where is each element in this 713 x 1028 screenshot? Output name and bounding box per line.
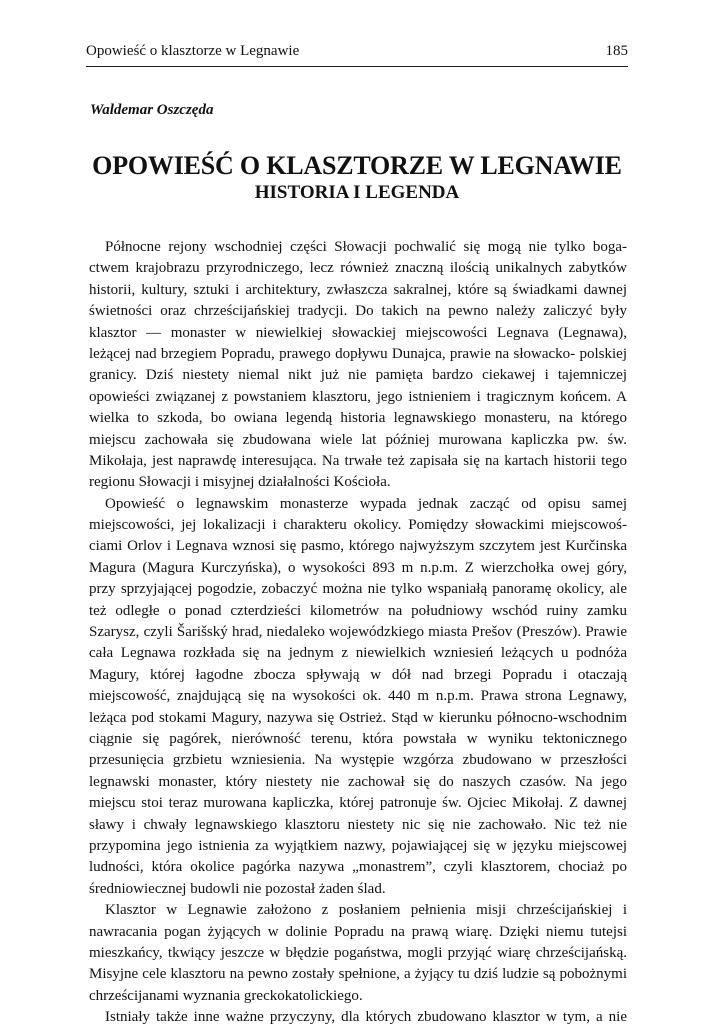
text-line: miejscu stoi teraz murowana kapliczka, której patronuje św. Ojciec Mikołaj. Z dawnej [89,795,627,812]
text-line: ciami Orlov i Legnava wznosi się pasmo, którego najwyższym szczytem jest Kurčinska [89,538,627,555]
text-line: wielka to szkoda, bo owiana legendą historia legnawskiego monasteru, na którego [89,410,627,427]
text-line: miejscowości, jej lokalizacji i charakteru okolicy. Pomiędzy słowackimi miejscowoś- [89,517,627,534]
text-line: Opowieść o legnawskim monasterze wypada jednak zacząć od opisu samej [105,495,627,512]
text-line: przesunięcia grzbietu wzniesienia. Na występie wzgórza zbudowano w przeszłości [89,752,627,769]
text-line: miejscowość, znajdującą się na wysokości ok. 440 m n.p.m. Prawa strona Legnawy, [89,688,627,705]
paragraph [89,1007,627,1028]
text-line: średniowiecznej budowli nie pozostał żaden ślad. [89,880,386,897]
text-line: miejscu zachowała się zbudowana wiele lat później murowana kapliczka pw. św. [89,431,627,448]
text-line: przy sprzyjającej pogodzie, zobaczyć można nie tylko wspaniałą panoramę okolicy, ale [89,581,627,598]
text-line: Klasztor w Legnawie założono z posłaniem pełnienia misji chrześcijańskiej i [105,902,627,919]
text-line: klasztor — monaster w niewielkiej słowackiej miejscowości Legnava (Legnawa), [89,324,627,341]
text-line: regionu Słowacji i misyjnej działalności Kościoła. [89,474,391,491]
text-line: opowieści związanej z powstaniem klasztoru, jego istnieniem i tragicznym końcem. A [89,388,627,405]
text-line: mieszkańcy, tkwiący jeszcze w błędzie pogaństwa, mogli przyjąć wiarę chrześcijańską. [89,944,627,961]
text-line: sławy i chwały legnawskiego klasztoru niestety nic się nie zachowało. Nic też nie [89,816,627,833]
text-line: Magury, której łagodne zbocza spływają w dół nad brzegi Popradu i otaczają [89,666,627,683]
text-line: cała Legnawa rozkłada się na jednym z niewielkich wzniesień leżących u podnóża [89,645,627,662]
text-line: ctwem krajobrazu przyrodniczego, lecz również znaczną ilością unikalnych zabytków [89,260,627,277]
text-line: ludności, która okolice pagórka nazywa „monastrem”, czyli klasztorem, chociaż po [89,859,627,876]
article-subtitle: HISTORIA I LEGENDA [254,182,460,203]
text-line: Magura (Magura Kurczyńska), o wysokości 893 m n.p.m. Z wierzchołka owej góry, [89,559,627,576]
paragraph [89,237,627,494]
text-line: Istniały także inne ważne przyczyny, dla których zbudowano klasztor w tym, a nie [105,1009,627,1026]
text-line: ciągnie się pagórek, nierówność terenu, która powstała w wyniku tektonicznego [89,730,627,747]
text-line: nawracania pogan żyjących w dolinie Popradu na prawą wiarę. Dzięki niemu tutejsi [89,923,627,940]
author-name: Waldemar Oszczęda [90,102,214,118]
text-line: świetności oraz chrześcijańskiej tradycji. Do takich na pewno należy zaliczyć były [89,303,627,320]
text-line: Północne rejony wschodniej części Słowacji pochwalić się mogą nie tylko boga- [105,239,627,255]
text-line: przypomina jego istnienia za wyjątkiem nazwy, pojawiającej się w języku miejscowej [89,837,627,854]
text-line: leżącej nad brzegiem Popradu, prawego dopływu Dunajca, prawie na słowacko- polskiej [89,345,627,362]
text-line: historii, kultury, sztuki i architektury, zwłaszcza sakralnej, które są świadkami dawnej [89,281,627,298]
text-line: chrześcijanami wyznania greckokatolickiego. [89,987,363,1004]
text-line: leżąca pod stokami Magury, nazywa się Ostrież. Stąd w kierunku północno-wschodnim [89,709,627,726]
text-line: granicy. Dziś niestety niemal nikt już nie pamięta bardzo ciekawej i tajemniczej [89,367,627,384]
text-line: też odległe o ponad czterdzieści kilometrów na południowy wschód ruiny zamku [89,602,627,619]
paragraph [89,900,627,1007]
text-line: legnawski monaster, który niestety nie zachował się do naszych czasów. Na jego [89,773,627,790]
page-number: 185 [605,43,628,59]
text-line: Mikołaja, jest naprawdę interesująca. Na trwałe też zapisała się na kartach historii tego [89,452,627,469]
paragraph [89,494,627,900]
running-title: Opowieść o klasztorze w Legnawie [86,43,300,59]
article-title: OPOWIEŚĆ O KLASZTORZE W LEGNAWIE [92,151,622,180]
text-line: Szarysz, czyli Šarišský hrad, niedaleko wojewódzkiego miasta Prešov (Preszów). Prawie [89,624,627,641]
text-line: Misyjne cele klasztoru na pewno zostały spełnione, a żyjący tu dziś ludzie są pobożnymi [89,966,627,983]
article-body [89,237,627,1028]
running-header [86,40,628,67]
